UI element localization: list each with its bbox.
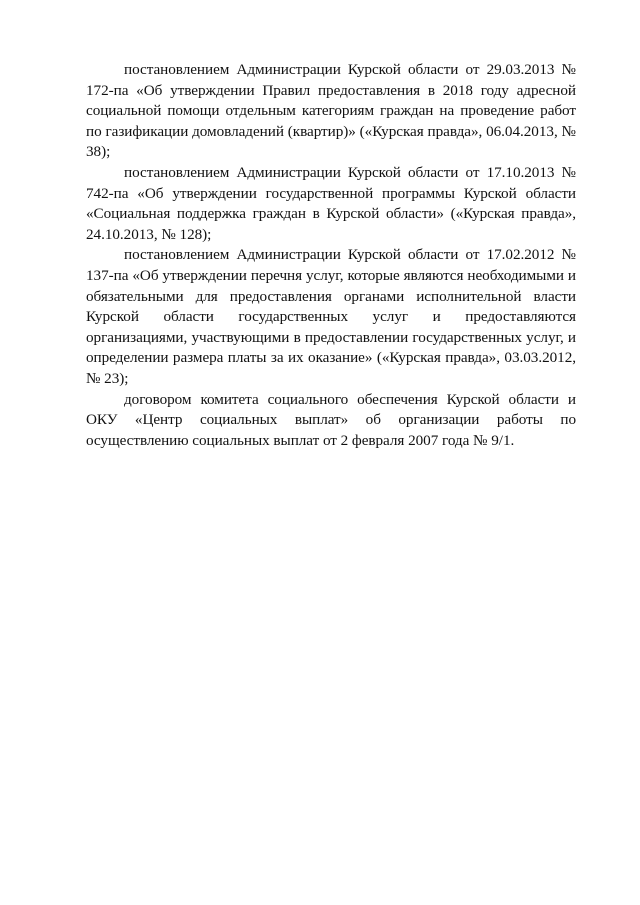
paragraph-resolution-137pa: постановлением Администрации Курской области от 17.02.2012 № 137-па «Об утверждении перечня услуг, которые являются необходимыми и обязательными для предоставления органами исполнительной власти Курской области государственных услуг и предоставляются организациями, участвующими в предоставлении государственных услуг, и определении размера платы за их оказание» («Курская правда», 03.03.2012, № 23); <box>86 246 576 387</box>
paragraph-resolution-742pa: постановлением Администрации Курской области от 17.10.2013 № 742-па «Об утверждении государственной программы Курской области «Социальная поддержка граждан в Курской области» («Курская правда», 24.10.2013, № 128); <box>86 163 576 243</box>
document-body <box>86 60 576 451</box>
paragraph-resolution-172pa: постановлением Администрации Курской области от 29.03.2013 № 172-па «Об утверждении Правил предоставления в 2018 году адресной социальной помощи отдельным категориям граждан на проведение работ по газификации домовладений (квартир)» («Курская правда», 06.04.2013, № 38); <box>86 61 576 161</box>
paragraph-agreement-9-1: договором комитета социального обеспечения Курской области и ОКУ «Центр социальных выплат» об организации работы по осуществлению социальных выплат от 2 февраля 2007 года № 9/1. <box>86 390 576 449</box>
